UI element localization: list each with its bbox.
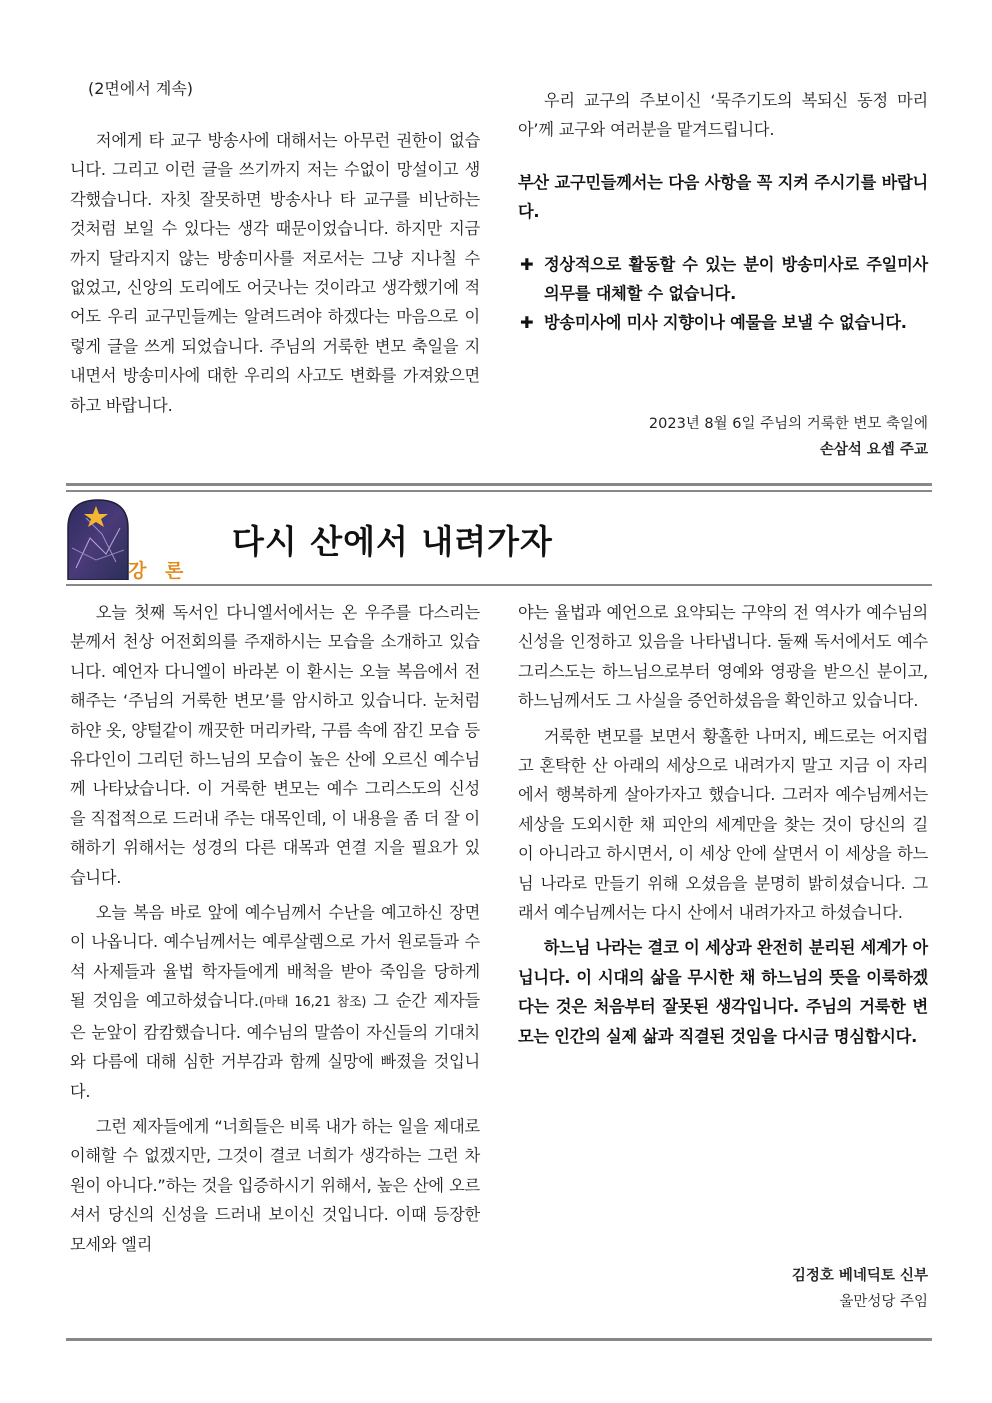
cross-bullet-icon: ✚ — [520, 254, 534, 274]
request-list — [518, 250, 928, 338]
homily-paragraph: 오늘 첫째 독서인 다니엘서에서는 온 우주를 다스리는 분께서 천상 어전회의를 주재하시는 모습을 소개하고 있습니다. 예언자 다니엘이 바라본 이 환시는 오늘 복음에서 전해주는 ‘주님의 거룩한 변모’를 암시하고 있습니다. 눈처럼 하얀 옷, 양털같이 깨끗한 머리카락, 구름 속에 잠긴 모습 등 유다인이 그리던 하느님의 모습이 높은 산에 오르신 예수님께 나타났습니다. 이 거룩한 변모는 예수 그리스도의 신성을 직접적으로 드러내 주는 대목인데, 이 내용을 좀 더 잘 이해하기 위해서는 성경의 다른 대목과 연결 지을 필요가 있습니다. — [70, 603, 480, 887]
header-underline — [66, 584, 932, 586]
bishop-sign-name: 손삼석 요셉 주교 — [819, 442, 928, 458]
section-divider — [66, 483, 932, 486]
homily-left-column — [70, 598, 480, 1259]
homily-title: 다시 산에서 내려가자 — [232, 522, 553, 561]
homily-right-column — [518, 598, 928, 1051]
bishop-sign-date: 2023년 8월 6일 주님의 거룩한 변모 축일에 — [648, 416, 928, 432]
homily-paragraph: 그런 제자들에게 “너희들은 비록 내가 하는 일을 제대로 이해할 수 없겠지만, 그것이 결코 너희가 생각하는 그런 차원이 아니다.”하는 것을 입증하시기 위해서, 높은 산에 오르셔서 당신의 신성을 드러내 보이신 것입니다. 이때 등장한 모세와 엘리 — [70, 1116, 480, 1254]
homily-emphasis-paragraph: 하느님 나라는 결코 이 세상과 완전히 분리된 세계가 아닙니다. 이 시대의 삶을 무시한 채 하느님의 뜻을 이룩하겠다는 것은 처음부터 잘못된 생각입니다. 주님의 거룩한 변모는 인간의 실제 삶과 직결된 것임을 다시금 명심합시다. — [518, 938, 928, 1046]
homily-paragraph: 거룩한 변모를 보면서 황홀한 나머지, 베드로는 어지럽고 혼탁한 산 아래의 세상으로 내려가지 말고 지금 이 자리에서 행복하게 살아가자고 했습니다. 그러자 예수님께서는 세상을 도외시한 채 피안의 세계만을 찾는 것이 당신의 길이 아니라고 하시면서, 이 세상 안에 살면서 이 세상을 하느님 나라로 만들기 위해 오셨음을 분명히 밝히셨습니다. 그래서 예수님께서는 다시 산에서 내려가자고 하셨습니다. — [518, 726, 928, 923]
author-role: 울만성당 주임 — [839, 1294, 928, 1310]
author-name: 김정호 베네딕토 신부 — [791, 1268, 928, 1284]
bottom-rule — [66, 1338, 932, 1341]
top-left-column — [70, 126, 480, 420]
star-window-icon — [66, 498, 130, 580]
homily-paragraph: 야는 율법과 예언으로 요약되는 구약의 전 역사가 예수님의 신성을 인정하고 있음을 나타냅니다. 둘째 독서에서도 예수 그리스도는 하느님으로부터 영예와 영광을 받으신 분이고, 하느님께서도 그 사실을 증언하셨음을 확인하고 있습니다. — [518, 603, 928, 711]
request-item: ✚ 방송미사에 미사 지향이나 예물을 보낼 수 없습니다. — [518, 308, 928, 337]
continued-note: (2면에서 계속) — [88, 79, 194, 98]
scripture-reference: (마태 16,21 참조) — [258, 995, 367, 1011]
top-right-paragraph: 우리 교구의 주보이신 ‘묵주기도의 복되신 동정 마리아’께 교구와 여러분을 맡겨드립니다. — [518, 91, 928, 140]
cross-bullet-icon: ✚ — [520, 313, 534, 333]
section-tag: 강 론 — [128, 560, 190, 582]
request-item: ✚ 정상적으로 활동할 수 있는 분이 방송미사로 주일미사 의무를 대체할 수 없습니다. — [518, 250, 928, 309]
top-right-column — [518, 86, 928, 338]
homily-paragraph: 오늘 복음 바로 앞에 예수님께서 수난을 예고하신 장면이 나옵니다. 예수님께서는 예루살렘으로 가서 원로들과 수석 사제들과 율법 학자들에게 배척을 받아 죽임을 당하게 될 것임을 예고하셨습니다.(마태 16,21 참조) 그 순간 제자들은 눈앞이 캄캄했습니다. 예수님의 말씀이 자신들의 기대치와 다름에 대해 심한 거부감과 함께 실망에 빠졌을 것입니다. — [70, 903, 480, 1101]
request-heading: 부산 교구민들께서는 다음 사항을 꼭 지켜 주시기를 바랍니다. — [518, 172, 928, 222]
section-divider — [66, 490, 932, 492]
top-left-paragraph: 저에게 타 교구 방송사에 대해서는 아무런 권한이 없습니다. 그리고 이런 글을 쓰기까지 저는 수없이 망설이고 생각했습니다. 자칫 잘못하면 방송사나 타 교구를 비난하는 것처럼 보일 수 있다는 생각 때문이었습니다. 하지만 지금까지 달라지지 않는 방송미사를 저로서는 그냥 지나칠 수 없었고, 신앙의 도리에도 어긋나는 것이라고 생각했기에 적어도 우리 교구민들께는 알려드려야 하겠다는 마음으로 이렇게 글을 쓰게 되었습니다. 주님의 거룩한 변모 축일을 지내면서 방송미사에 대한 우리의 사고도 변화를 가져왔으면 하고 바랍니다. — [70, 131, 480, 415]
